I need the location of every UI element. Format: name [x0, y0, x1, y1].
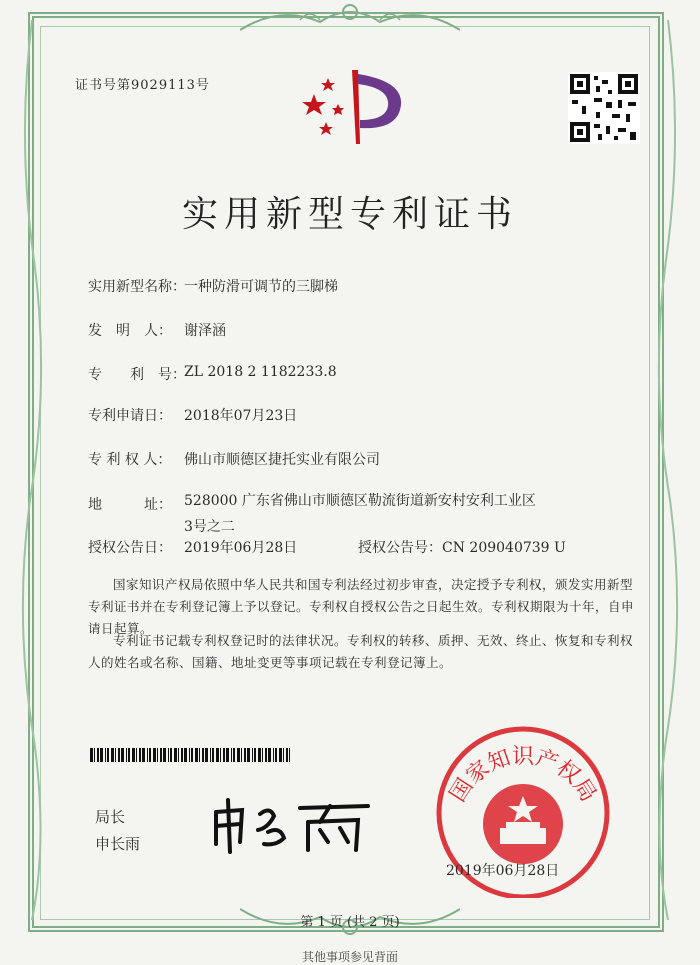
barcode-bar	[132, 748, 135, 762]
barcode-bar	[286, 748, 288, 762]
patent-number-row	[88, 364, 337, 384]
name-label: 实用新型名称：	[88, 279, 186, 295]
barcode-bar	[136, 748, 137, 762]
barcode-bar	[178, 748, 179, 762]
barcode-bar	[118, 748, 120, 762]
barcode-bar	[210, 748, 211, 762]
barcode-bar	[160, 748, 162, 762]
barcode-bar	[170, 748, 172, 762]
barcode-bar	[195, 748, 198, 762]
inventor-label: 发 明 人：	[88, 323, 172, 339]
barcode-bar	[220, 748, 221, 762]
barcode-bar	[126, 748, 127, 762]
grant-publication-number	[358, 537, 566, 557]
left-vine-ornament-icon	[12, 20, 52, 920]
barcode-bar	[149, 748, 151, 762]
patent-number-label: 专 利 号：	[88, 367, 186, 383]
seal-text-arc: 国家知识产权局	[445, 744, 601, 807]
barcode-bar	[247, 748, 250, 762]
address-row	[88, 493, 536, 535]
barcode-icon	[90, 748, 290, 762]
barcode-bar	[142, 748, 145, 762]
barcode-bar	[94, 748, 95, 762]
grant-number-value: CN 209040739 U	[442, 540, 566, 556]
barcode-bar	[262, 748, 263, 762]
grant-date-value: 2019年06月28日	[184, 540, 298, 556]
barcode-bar	[111, 748, 114, 762]
director-signature	[208, 794, 378, 854]
barcode-bar	[241, 748, 242, 762]
barcode-bar	[289, 748, 290, 762]
barcode-bar	[273, 748, 274, 762]
utility-model-name-row	[88, 276, 338, 296]
barcode-bar	[181, 748, 183, 762]
filing-date-value: 2018年07月23日	[184, 408, 298, 424]
barcode-bar	[147, 748, 148, 762]
barcode-bar	[205, 748, 208, 762]
page-number: 第 1 页 (共 2 页)	[300, 915, 400, 930]
barcode-bar	[100, 748, 103, 762]
barcode-bar	[189, 748, 190, 762]
qr-code-icon	[568, 72, 640, 144]
patentee-label: 专 利 权 人：	[88, 452, 172, 468]
certificate-title: 实用新型专利证书	[181, 194, 518, 235]
barcode-bar	[275, 748, 277, 762]
patentee-row	[88, 449, 380, 469]
barcode-bar	[223, 748, 225, 762]
barcode-bar	[191, 748, 193, 762]
grant-paragraph: 国家知识产权局依照中华人民共和国专利法经过初步审查，决定授予专利权，颁发实用新型专利证书并在专利登记簿上予以登记。专利权自授权公告之日起生效。专利权期限为十年，自申请日起算。	[88, 577, 635, 636]
barcode-bar	[252, 748, 253, 762]
barcode-bar	[202, 748, 204, 762]
barcode-bar	[258, 748, 261, 762]
barcode-bar	[283, 748, 284, 762]
barcode-bar	[279, 748, 282, 762]
barcode-bar	[226, 748, 229, 762]
barcode-bar	[231, 748, 232, 762]
right-vine-ornament-icon	[648, 20, 688, 920]
barcode-bar	[105, 748, 106, 762]
grant-date-row	[88, 537, 298, 557]
barcode-bar	[107, 748, 109, 762]
barcode-bar	[265, 748, 267, 762]
barcode-bar	[139, 748, 141, 762]
barcode-bar	[168, 748, 169, 762]
barcode-bar	[163, 748, 166, 762]
cnipa-logo-icon	[300, 64, 408, 148]
barcode-bar	[216, 748, 219, 762]
barcode-bar	[199, 748, 200, 762]
footnote: 其他事项参见背面	[301, 950, 398, 964]
barcode-bar	[268, 748, 271, 762]
barcode-bar	[244, 748, 246, 762]
grant-date-label: 授权公告日：	[88, 540, 172, 556]
filing-date-row	[88, 405, 298, 425]
barcode-bar	[184, 748, 187, 762]
barcode-bar	[90, 748, 93, 762]
address-label: 地 址：	[88, 497, 172, 513]
barcode-bar	[153, 748, 156, 762]
barcode-bar	[128, 748, 130, 762]
barcode-bar	[174, 748, 177, 762]
barcode-bar	[157, 748, 158, 762]
grant-number-label: 授权公告号：	[358, 540, 442, 556]
certificate-number: 证书号第9029113号	[75, 78, 210, 93]
address-value: 528000 广东省佛山市顺德区勒流街道新安村安利工业区3号之二	[184, 493, 536, 535]
patent-number-value: ZL 2018 2 1182233.8	[184, 364, 337, 380]
patentee-value: 佛山市顺德区捷托实业有限公司	[184, 452, 380, 468]
director-title: 局长	[95, 808, 126, 826]
seal-date: 2019年06月28日	[446, 863, 560, 879]
barcode-bar	[115, 748, 116, 762]
barcode-bar	[97, 748, 99, 762]
top-ornament-icon	[240, 0, 460, 34]
director-name: 申长雨	[95, 835, 141, 853]
filing-date-label: 专利申请日：	[88, 408, 172, 424]
barcode-bar	[233, 748, 235, 762]
name-value: 一种防滑可调节的三脚梯	[184, 279, 338, 295]
barcode-bar	[121, 748, 124, 762]
legal-status-paragraph: 专利证书记载专利权登记时的法律状况。专利权的转移、质押、无效、终止、恢复和专利权人的姓名或名称、国籍、地址变更等事项记载在专利登记簿上。	[88, 633, 634, 670]
barcode-bar	[237, 748, 240, 762]
inventor-row	[88, 320, 226, 340]
barcode-bar	[212, 748, 214, 762]
inventor-value: 谢泽涵	[184, 323, 226, 339]
barcode-bar	[254, 748, 256, 762]
